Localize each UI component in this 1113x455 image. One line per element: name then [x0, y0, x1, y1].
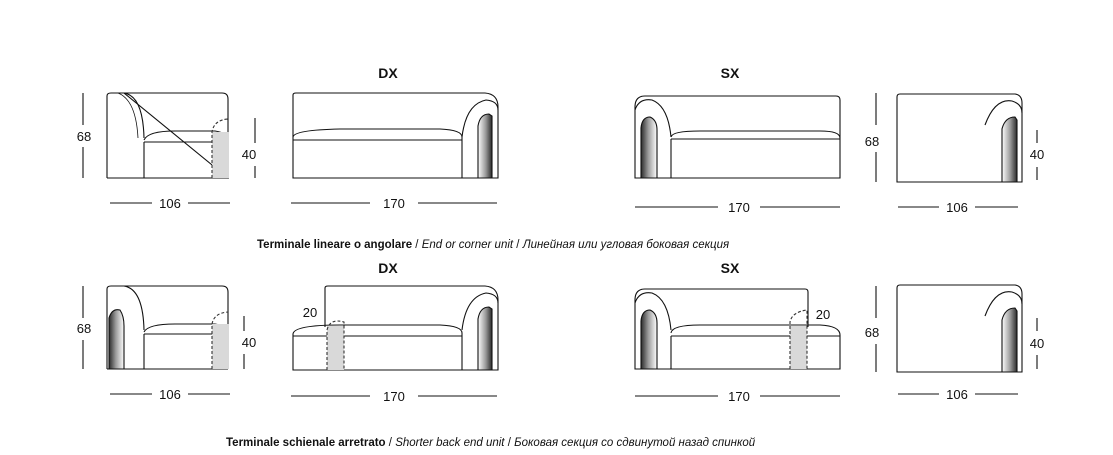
labels: [77, 65, 1044, 449]
dim-depth: 106: [946, 387, 968, 402]
caption-sep: /: [412, 239, 422, 251]
dim-width: 170: [728, 389, 750, 404]
dim-seat-height: 40: [1029, 336, 1045, 351]
side-view-left-2: [83, 286, 244, 394]
side-view-left: [83, 93, 255, 203]
sx-heading: SX: [720, 65, 740, 81]
caption-ru: Линейная или угловая боковая секция: [522, 239, 730, 251]
sx-heading: SX: [720, 260, 740, 276]
caption-sep: /: [513, 239, 523, 251]
sx-front-view-2: [635, 289, 840, 396]
dim-depth: 106: [946, 200, 968, 215]
dim-height: 68: [76, 129, 92, 144]
caption-en: End or corner unit: [421, 239, 514, 251]
caption-en: Shorter back end unit: [395, 437, 505, 449]
sx-front-view: [635, 96, 840, 207]
row-2: [83, 285, 1037, 396]
caption-sep: /: [504, 437, 515, 449]
caption-row-2: [226, 437, 756, 449]
dim-width: 170: [383, 196, 405, 211]
dim-depth: 106: [159, 196, 181, 211]
dx-heading: DX: [378, 65, 398, 81]
dim-offset: 20: [302, 305, 318, 320]
dim-width: 170: [383, 389, 405, 404]
dx-front-view-2: [291, 286, 498, 396]
side-view-right: [876, 93, 1037, 207]
caption-row-1: [257, 239, 729, 251]
dim-height: 68: [864, 134, 880, 149]
caption-it: Terminale schienale arretrato: [226, 437, 386, 449]
dim-seat-height: 40: [241, 335, 257, 350]
dx-front-view: [291, 93, 498, 203]
dim-offset: 20: [815, 307, 831, 322]
dim-seat-height: 40: [1029, 147, 1045, 162]
dim-height: 68: [76, 321, 92, 336]
row-1: [83, 93, 1037, 207]
side-view-right-2: [876, 285, 1037, 394]
caption-it: Terminale lineare o angolare: [257, 239, 413, 251]
dim-width: 170: [728, 200, 750, 215]
caption-ru: Боковая секция со сдвинутой назад спинкой: [514, 437, 756, 449]
dim-height: 68: [864, 325, 880, 340]
caption-sep: /: [385, 437, 396, 449]
dim-depth: 106: [159, 387, 181, 402]
dx-heading: DX: [378, 260, 398, 276]
dim-seat-height: 40: [241, 147, 257, 162]
